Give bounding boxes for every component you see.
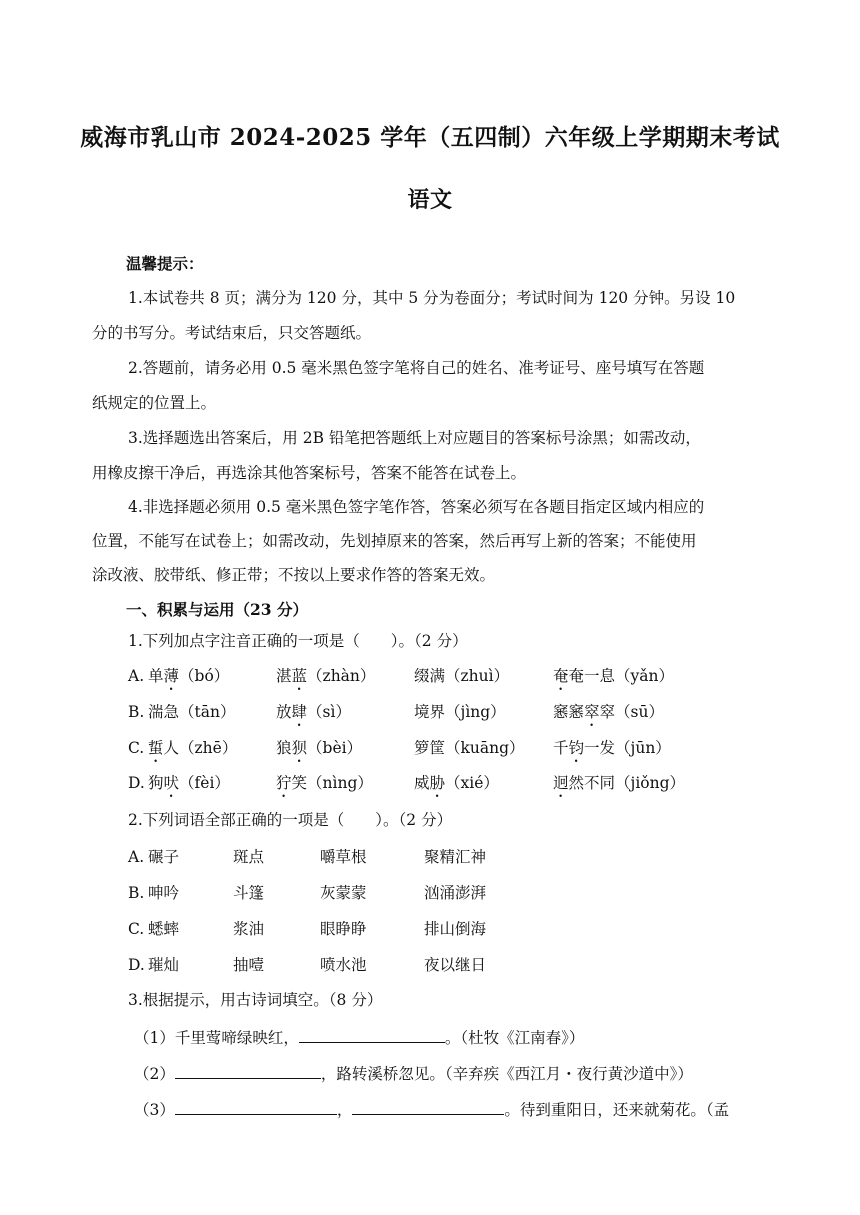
notice-line: 分的书写分。考试结束后，只交答题纸。 (92, 324, 372, 342)
option-word: 汹涌澎湃 (424, 884, 487, 902)
option-word: 奄奄一息（yǎn） (553, 667, 674, 685)
fill-item: （2） ，路转溪桥忽见。（辛弃疾《西江月・夜行黄沙道中》） (134, 1065, 693, 1083)
option-word: 蟋蟀 (148, 920, 180, 938)
option-word: 浆油 (233, 920, 265, 938)
question-2-stem: 2.下列词语全部正确的一项是（ ）。（2 分） (128, 811, 453, 829)
option-word: 狗吠（fèi） (148, 774, 230, 792)
option-word: 抽噎 (233, 956, 265, 974)
option-word: 璀灿 (148, 956, 180, 974)
option-label: B. (128, 884, 145, 902)
notice-heading: 温馨提示： (126, 254, 204, 273)
notice-line: 2.答题前，请务必用 0.5 毫米黑色签字笔将自己的姓名、准考证号、座号填写在答题 (128, 359, 705, 377)
option-word: 喷水池 (320, 956, 367, 974)
notice-line: 位置，不能写在试卷上；如需改动，先划掉原来的答案，然后再写上新的答案；不能使用 (92, 532, 697, 550)
option-word: 斑点 (233, 848, 265, 866)
option-label: C. (128, 920, 145, 938)
option-word: 境界（jìng） (414, 703, 506, 721)
option-word: 迥然不同（jiǒng） (553, 774, 686, 792)
question-1-stem: 1.下列加点字注音正确的一项是（ ）。（2 分） (128, 632, 468, 650)
option-word: 湍急（tān） (148, 703, 236, 721)
answer-blank[interactable] (175, 1099, 337, 1115)
option-word: 夜以继日 (424, 956, 487, 974)
option-word: 威胁（xié） (414, 774, 499, 792)
option-word: 千钧一发（jūn） (553, 739, 671, 757)
option-word: 缀满（zhuì） (414, 667, 510, 685)
fill-item: （1）千里莺啼绿映红， 。（杜牧《江南春》） (134, 1029, 585, 1047)
option-label: A. (128, 848, 145, 866)
notice-line: 涂改液、胶带纸、修正带；不按以上要求作答的答案无效。 (92, 566, 496, 584)
notice-line: 3.选择题选出答案后，用 2B 铅笔把答题纸上对应题目的答案标号涂黑；如需改动， (128, 429, 701, 447)
option-label: D. (128, 774, 145, 792)
option-label: C. (128, 739, 145, 757)
option-word: 呻吟 (148, 884, 180, 902)
section-heading: 一、积累与运用（23 分） (126, 600, 308, 619)
answer-blank[interactable] (299, 1027, 445, 1043)
option-word: 聚精汇神 (424, 848, 487, 866)
option-word: 蜇人（zhē） (148, 739, 238, 757)
notice-line: 纸规定的位置上。 (92, 394, 217, 412)
option-word: 排山倒海 (424, 920, 487, 938)
option-word: 单薄（bó） (148, 667, 230, 685)
option-word: 湛蓝（zhàn） (276, 667, 376, 685)
option-word: 嚼草根 (320, 848, 367, 866)
option-label: D. (128, 956, 145, 974)
option-label: B. (128, 703, 145, 721)
subject-title: 语文 (407, 187, 453, 213)
exam-title: 威海市乳山市 2024-2025 学年（五四制）六年级上学期期末考试 (80, 124, 780, 151)
option-word: 放肆（sì） (276, 703, 351, 721)
fill-item: （3） ， 。待到重阳日，还来就菊花。（孟 (134, 1101, 730, 1119)
option-word: 狞笑（nìng） (276, 774, 373, 792)
option-label: A. (128, 667, 145, 685)
answer-blank[interactable] (352, 1099, 504, 1115)
notice-line: 4.非选择题必须用 0.5 毫米黑色签字笔作答，答案必须写在各题目指定区域内相应的 (128, 498, 705, 516)
option-word: 箩筐（kuāng） (414, 739, 525, 757)
option-word: 眼睁睁 (320, 920, 367, 938)
option-word: 碾子 (148, 848, 180, 866)
option-word: 狼狈（bèi） (276, 739, 363, 757)
notice-line: 1.本试卷共 8 页；满分为 120 分，其中 5 分为卷面分；考试时间为 120 分钟。另设 10 (128, 289, 736, 307)
notice-line: 用橡皮擦干净后，再选涂其他答案标号，答案不能答在试卷上。 (92, 464, 527, 482)
option-word: 斗篷 (233, 884, 265, 902)
option-word: 窸窸窣窣（sū） (553, 703, 664, 721)
question-3-stem: 3.根据提示，用古诗词填空。（8 分） (128, 991, 383, 1009)
answer-blank[interactable] (175, 1063, 321, 1079)
option-word: 灰蒙蒙 (320, 884, 367, 902)
